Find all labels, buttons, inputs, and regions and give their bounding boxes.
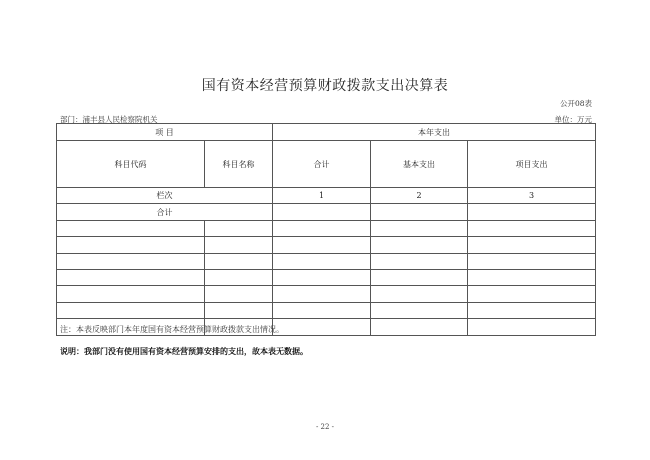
col-header-total: 合计 — [273, 141, 371, 188]
table-row — [57, 269, 596, 285]
lanci-row — [57, 188, 596, 204]
lanci-value: 1 — [273, 188, 371, 204]
col-header-name: 科目名称 — [205, 141, 273, 188]
table-row — [57, 220, 596, 236]
table-note: 注：本表反映部门本年度国有资本经营预算财政拨款支出情况。 — [60, 325, 284, 334]
table-row — [57, 302, 596, 318]
report-title: 国有资本经营预算财政拨款支出决算表 — [201, 78, 449, 94]
explanation-note: 说明：我部门没有使用国有资本经营预算安排的支出，故本表无数据。 — [60, 346, 308, 356]
table-row — [57, 286, 596, 302]
lanci-value: 2 — [371, 188, 468, 204]
lanci-label: 栏次 — [57, 188, 273, 204]
expenditure-table — [56, 123, 596, 336]
unit-label: 单位：万元 — [554, 115, 592, 124]
project-header: 项 目 — [57, 124, 273, 141]
total-row — [57, 204, 596, 220]
col-header-project: 项目支出 — [468, 141, 596, 188]
page-number: - 22 - — [315, 423, 335, 431]
current-year-header: 本年支出 — [273, 124, 596, 141]
total-cell — [371, 204, 468, 220]
total-cell — [468, 204, 596, 220]
header-row-2 — [57, 141, 596, 188]
sheet-number: 公开08表 — [559, 99, 592, 108]
department-label: 部门：浦丰县人民检察院机关 — [60, 115, 158, 124]
col-header-code: 科目代码 — [57, 141, 205, 188]
lanci-value: 3 — [468, 188, 596, 204]
header-row-1 — [57, 124, 596, 141]
total-label: 合计 — [57, 204, 273, 220]
table-row — [57, 237, 596, 253]
table-row — [57, 253, 596, 269]
col-header-basic: 基本支出 — [371, 141, 468, 188]
total-cell — [273, 204, 371, 220]
